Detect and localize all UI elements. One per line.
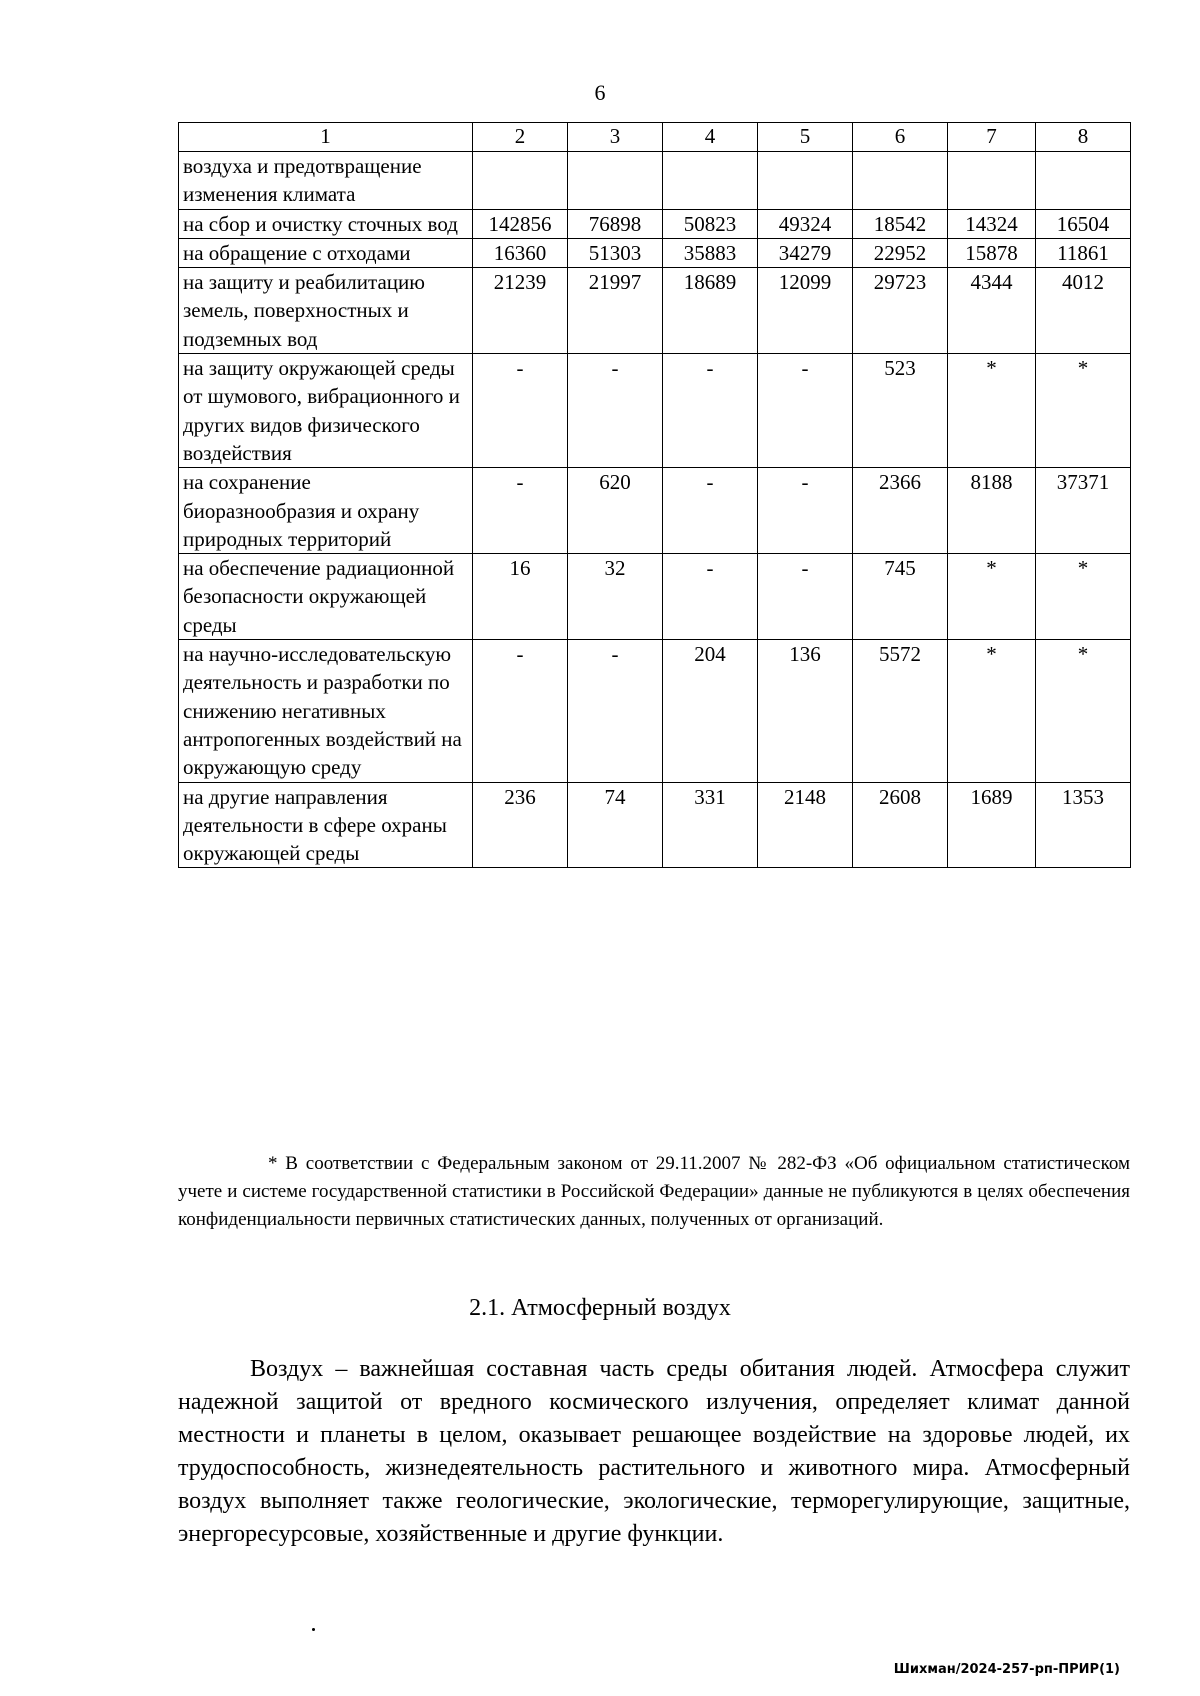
table-cell: * [948, 640, 1036, 782]
table-row [179, 152, 1131, 210]
column-header: 1 [179, 123, 473, 152]
table-cell: 745 [853, 554, 948, 640]
table-row [179, 268, 1131, 354]
table-cell: - [473, 354, 568, 468]
table-cell: 1353 [1036, 782, 1131, 868]
table-cell: 11861 [1036, 238, 1131, 267]
table-row [179, 209, 1131, 238]
table-header-row [179, 123, 1131, 152]
row-label: воздуха и предотвращение изменения климата [179, 152, 473, 210]
footnote [178, 1150, 1130, 1234]
table-cell: * [948, 554, 1036, 640]
table-cell [663, 152, 758, 210]
table-cell: 142856 [473, 209, 568, 238]
table-cell: 49324 [758, 209, 853, 238]
table-cell: 5572 [853, 640, 948, 782]
table-cell: 16504 [1036, 209, 1131, 238]
scan-speck [312, 1628, 315, 1631]
table-cell: 37371 [1036, 468, 1131, 554]
table-cell [1036, 152, 1131, 210]
row-label: на сохранение биоразнообразия и охрану природных территорий [179, 468, 473, 554]
table-row [179, 782, 1131, 868]
body-paragraph: Воздух – важнейшая составная часть среды обитания людей. Атмосфера служит надежной защитой от вредного космического излучения, определяет климат данной местности и планеты в целом, оказывает решающее воздействие на здоровье людей, их трудоспособность, жизнедеятельность растительного и животного мира. Атмосферный воздух выполняет также геологические, экологические, терморегулирующие, защитные, энергоресурсовые, хозяйственные и другие функции. [178, 1356, 1130, 1547]
table-cell: 21239 [473, 268, 568, 354]
table-cell: - [568, 640, 663, 782]
table-cell: - [663, 468, 758, 554]
table-cell: 620 [568, 468, 663, 554]
table-cell: 2608 [853, 782, 948, 868]
table-cell: 74 [568, 782, 663, 868]
table-cell [948, 152, 1036, 210]
section-title: 2.1. Атмосферный воздух [469, 1295, 731, 1321]
table-cell: - [758, 468, 853, 554]
row-label: на научно-исследовательскую деятельность и разработки по снижению негативных антропогенных воздействий на окружающую среду [179, 640, 473, 782]
column-header: 5 [758, 123, 853, 152]
table-cell: 18542 [853, 209, 948, 238]
column-header: 6 [853, 123, 948, 152]
table-cell: * [1036, 354, 1131, 468]
table-row [179, 354, 1131, 468]
row-label: на защиту и реабилитацию земель, поверхностных и подземных вод [179, 268, 473, 354]
table-row [179, 238, 1131, 267]
row-label: на защиту окружающей среды от шумового, вибрационного и других видов физического воздействия [179, 354, 473, 468]
table-cell: 8188 [948, 468, 1036, 554]
table-cell [568, 152, 663, 210]
table-cell: 50823 [663, 209, 758, 238]
body-text [178, 1353, 1130, 1551]
table-cell: - [568, 354, 663, 468]
footnote-text: * В соответствии с Федеральным законом от 29.11.2007 № 282-ФЗ «Об официальном статистическом учете и системе государственной статистики в Российской Федерации» данные не публикуются в целях обеспечения конфиденциальности первичных статистических данных, полученных от организаций. [178, 1153, 1130, 1230]
table-cell: 18689 [663, 268, 758, 354]
table-cell: 29723 [853, 268, 948, 354]
table-cell: 21997 [568, 268, 663, 354]
table-cell: * [1036, 640, 1131, 782]
table-row [179, 554, 1131, 640]
table-cell: - [663, 354, 758, 468]
table-cell: - [758, 554, 853, 640]
row-label: на другие направления деятельности в сфере охраны окружающей среды [179, 782, 473, 868]
table-cell: 22952 [853, 238, 948, 267]
table-cell: 34279 [758, 238, 853, 267]
table-cell: 32 [568, 554, 663, 640]
table-cell: 35883 [663, 238, 758, 267]
column-header: 4 [663, 123, 758, 152]
table-cell: 16 [473, 554, 568, 640]
table-cell: 16360 [473, 238, 568, 267]
column-header: 3 [568, 123, 663, 152]
table-cell: 136 [758, 640, 853, 782]
table-cell: 204 [663, 640, 758, 782]
document-id: Шихман/2024-257-рп-ПРИР(1) [893, 1662, 1120, 1677]
table-cell: - [473, 468, 568, 554]
row-label: на сбор и очистку сточных вод [179, 209, 473, 238]
column-header: 7 [948, 123, 1036, 152]
table-row [179, 468, 1131, 554]
table-cell: 4012 [1036, 268, 1131, 354]
table-cell [473, 152, 568, 210]
table-cell: 15878 [948, 238, 1036, 267]
table-cell: 523 [853, 354, 948, 468]
table-cell: 76898 [568, 209, 663, 238]
table-cell: * [948, 354, 1036, 468]
table-cell [758, 152, 853, 210]
table-cell: 51303 [568, 238, 663, 267]
expenditure-table [178, 122, 1131, 868]
table-cell: 14324 [948, 209, 1036, 238]
table-row [179, 640, 1131, 782]
column-header: 2 [473, 123, 568, 152]
row-label: на обеспечение радиационной безопасности окружающей среды [179, 554, 473, 640]
table-cell: 236 [473, 782, 568, 868]
table-cell: - [663, 554, 758, 640]
table-cell [853, 152, 948, 210]
table-cell: 4344 [948, 268, 1036, 354]
table-cell: 331 [663, 782, 758, 868]
column-header: 8 [1036, 123, 1131, 152]
table-cell: 2148 [758, 782, 853, 868]
row-label: на обращение с отходами [179, 238, 473, 267]
table-cell: * [1036, 554, 1131, 640]
page-number: 6 [594, 80, 606, 105]
table-cell: - [473, 640, 568, 782]
table-cell: 1689 [948, 782, 1036, 868]
table-cell: 2366 [853, 468, 948, 554]
table-cell: - [758, 354, 853, 468]
table-cell: 12099 [758, 268, 853, 354]
